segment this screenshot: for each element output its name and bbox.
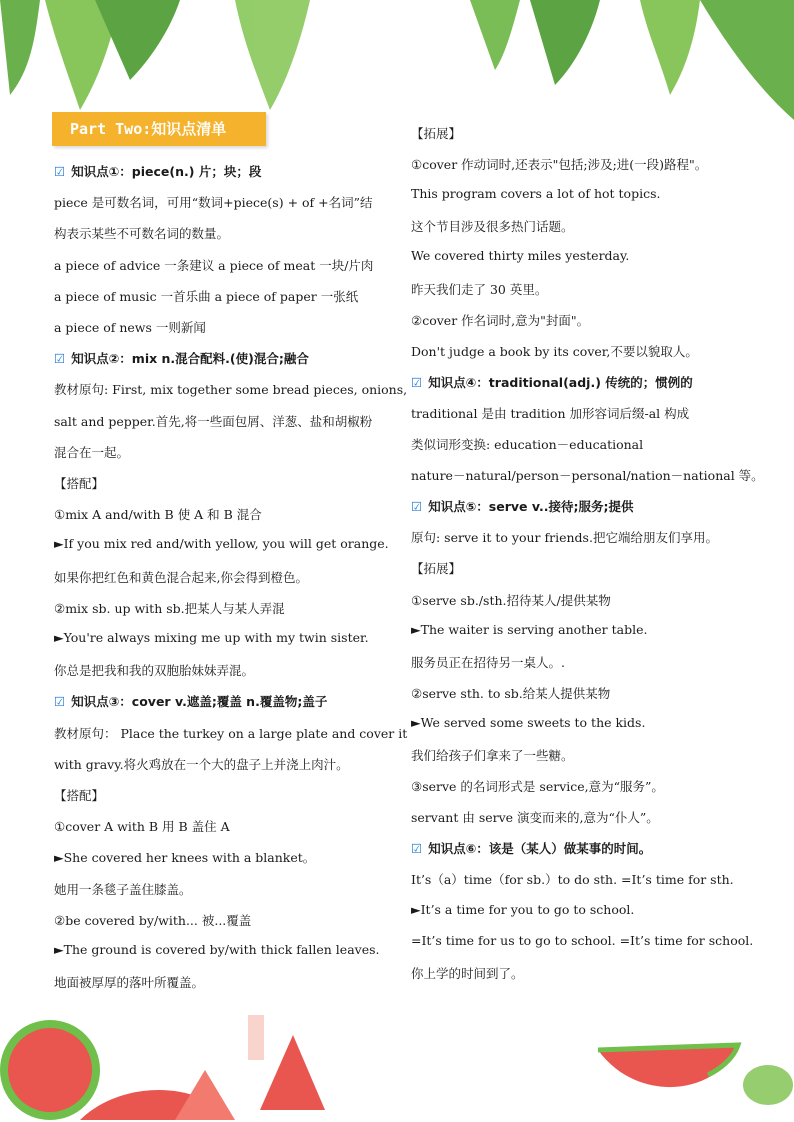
line-text: salt and pepper.首先,将一些面包屑、洋葱、盐和胡椒粉 [54, 413, 373, 429]
text-line [411, 746, 574, 764]
text-line [54, 318, 206, 336]
knowledge-point-heading [54, 692, 327, 710]
text-line [411, 777, 664, 795]
text-line [411, 155, 707, 173]
text-line [54, 380, 407, 398]
knowledge-point-heading [54, 162, 261, 180]
line-text: ►The ground is covered by/with thick fallen leaves. [54, 942, 380, 957]
text-line [411, 311, 589, 329]
line-text: 服务员正在招待另一桌人。. [411, 654, 565, 670]
line-text: 【拓展】 [411, 561, 462, 577]
line-text: ►You're always mixing me up with my twin sister. [54, 630, 369, 645]
text-line [54, 474, 104, 492]
line-text: 你上学的时间到了。 [411, 965, 524, 981]
text-line [54, 599, 285, 617]
bottom-left-watermelon-decoration [0, 1000, 340, 1122]
text-line [54, 224, 229, 242]
line-text: 知识点②：mix n.混合配料.(使)混合;融合 [71, 351, 309, 367]
line-text: 混合在一起。 [54, 444, 130, 460]
line-text: =It’s time for us to go to school. =It’s time for school. [411, 932, 754, 948]
checkbox-icon: ☑ [54, 351, 66, 367]
knowledge-point-heading [411, 373, 693, 391]
line-text: 你总是把我和我的双胞胎妹妹弄混。 [54, 663, 255, 679]
text-line [54, 724, 407, 742]
checkbox-icon: ☑ [411, 499, 423, 515]
text-line [411, 591, 611, 609]
text-line [54, 412, 372, 430]
text-line [411, 404, 689, 422]
line-text: 我们给孩子们拿来了一些糖。 [411, 748, 574, 763]
text-line [54, 630, 369, 645]
line-text: 知识点③：cover v.遮盖;覆盖 n.覆盖物;盖子 [71, 694, 328, 710]
line-text: 这个节目涉及很多热门话题。 [411, 219, 574, 235]
line-text: ②cover 作名词时,意为"封面"。 [411, 312, 590, 328]
text-line [411, 124, 461, 142]
line-text: with gravy.将火鸡放在一个大的盘子上并浇上肉汁。 [54, 756, 349, 772]
line-text: ②mix sb. up with sb.把某人与某人弄混 [54, 600, 285, 616]
knowledge-point-heading [54, 349, 309, 367]
line-text: traditional 是由 tradition 加形容词后缀-al 构成 [411, 405, 690, 421]
text-line [54, 817, 230, 835]
text-line [54, 256, 373, 274]
text-line [54, 536, 389, 551]
line-text: 类似词形变换: education－educational [411, 437, 644, 452]
line-text: ①serve sb./sth.招待某人/提供某物 [411, 592, 611, 608]
line-text: 原句: serve it to your friends.把它端给朋友们享用。 [411, 530, 718, 546]
line-text: 构表示某些不可数名词的数量。 [54, 226, 230, 242]
line-text: piece 是可数名词，可用“数词+piece(s) + of +名词”结 [54, 195, 373, 211]
line-text: 她用一条毯子盖住膝盖。 [54, 881, 192, 897]
text-line [54, 880, 192, 898]
line-text: 知识点④：traditional(adj.) 传统的；惯例的 [428, 374, 693, 390]
text-line [411, 435, 643, 453]
text-line [54, 568, 308, 586]
line-text: 如果你把红色和黄色混合起来,你会得到橙色。 [54, 569, 308, 585]
line-text: ①mix A and/with B 使 A 和 B 混合 [54, 507, 262, 523]
text-line [411, 528, 718, 546]
line-text: We covered thirty miles yesterday. [411, 248, 630, 264]
line-text: Don't judge a book by its cover,不要以貌取人。 [411, 343, 698, 359]
text-line [411, 870, 734, 888]
line-text: It’s（a）time（for sb.）to do sth. =It’s time for sth. [411, 872, 734, 888]
line-text: ②serve sth. to sb.给某人提供某物 [411, 685, 611, 701]
text-line [411, 559, 461, 577]
top-leaves-decoration [0, 0, 794, 130]
text-line [54, 973, 204, 991]
text-line [411, 933, 753, 948]
text-line [411, 186, 660, 201]
line-text: 知识点①：piece(n.) 片；块；段 [71, 164, 262, 179]
text-line [411, 622, 647, 637]
text-line [411, 715, 645, 730]
line-text: This program covers a lot of hot topics. [411, 186, 661, 202]
line-text: ③serve 的名词形式是 service,意为“服务”。 [411, 779, 664, 795]
text-line [411, 684, 610, 702]
text-line [411, 653, 565, 671]
line-text: 昨天我们走了 30 英里。 [411, 281, 548, 297]
line-text: 【搭配】 [54, 788, 105, 803]
line-text: 地面被厚厚的落叶所覆盖。 [54, 975, 205, 991]
text-line [54, 193, 373, 211]
text-line [411, 248, 629, 263]
line-text: 教材原句: First, mix together some bread pieces, onions, [54, 382, 408, 398]
text-line [54, 911, 251, 929]
line-text: ②be covered by/with... 被...覆盖 [54, 912, 252, 928]
line-text: nature－natural/person－personal/nation－national 等。 [411, 468, 764, 484]
line-text: 【搭配】 [54, 476, 105, 491]
checkbox-icon: ☑ [411, 841, 423, 857]
text-line [54, 443, 129, 461]
text-line [54, 755, 349, 773]
text-line [54, 287, 358, 305]
knowledge-point-heading [411, 839, 651, 857]
line-text: ►She covered her knees with a blanket。 [54, 850, 316, 866]
line-text: servant 由 serve 演变而来的,意为“仆人”。 [411, 810, 659, 826]
checkbox-icon: ☑ [54, 164, 66, 179]
text-line [411, 902, 634, 917]
line-text: ①cover 作动词时,还表示"包括;涉及;进(一段)路程"。 [411, 157, 708, 173]
text-line [411, 280, 547, 298]
section-badge: Part Two:知识点清单 [52, 112, 266, 146]
line-text: ►If you mix red and/with yellow, you will get orange. [54, 536, 389, 552]
line-text: ►The waiter is serving another table. [411, 621, 648, 637]
checkbox-icon: ☑ [411, 374, 423, 390]
line-text: 知识点⑤：serve v..接待;服务;提供 [428, 499, 634, 515]
text-line [54, 505, 262, 523]
text-line [411, 808, 659, 826]
line-text: ►We served some sweets to the kids. [411, 714, 646, 730]
line-text: a piece of music 一首乐曲 a piece of paper 一张纸 [54, 288, 359, 304]
text-line [411, 342, 698, 360]
line-text: a piece of advice 一条建议 a piece of meat 一块/片肉 [54, 257, 374, 273]
bottom-right-watermelon-decoration [598, 1025, 794, 1122]
line-text: 【拓展】 [411, 126, 462, 141]
text-line [54, 942, 380, 957]
text-line [54, 661, 254, 679]
text-line [411, 466, 764, 484]
text-line [411, 964, 524, 982]
line-text: 知识点⑥：该是（某人）做某事的时间。 [428, 841, 652, 857]
line-text: a piece of news 一则新闻 [54, 320, 206, 335]
text-line [54, 848, 315, 866]
line-text: 教材原句： Place the turkey on a large plate and cover it [54, 725, 408, 741]
checkbox-icon: ☑ [54, 694, 66, 710]
text-line [411, 217, 574, 235]
line-text: ①cover A with B 用 B 盖住 A [54, 819, 230, 835]
text-line [54, 786, 104, 804]
line-text: ►It’s a time for you to go to school. [411, 901, 635, 917]
knowledge-point-heading [411, 497, 634, 515]
